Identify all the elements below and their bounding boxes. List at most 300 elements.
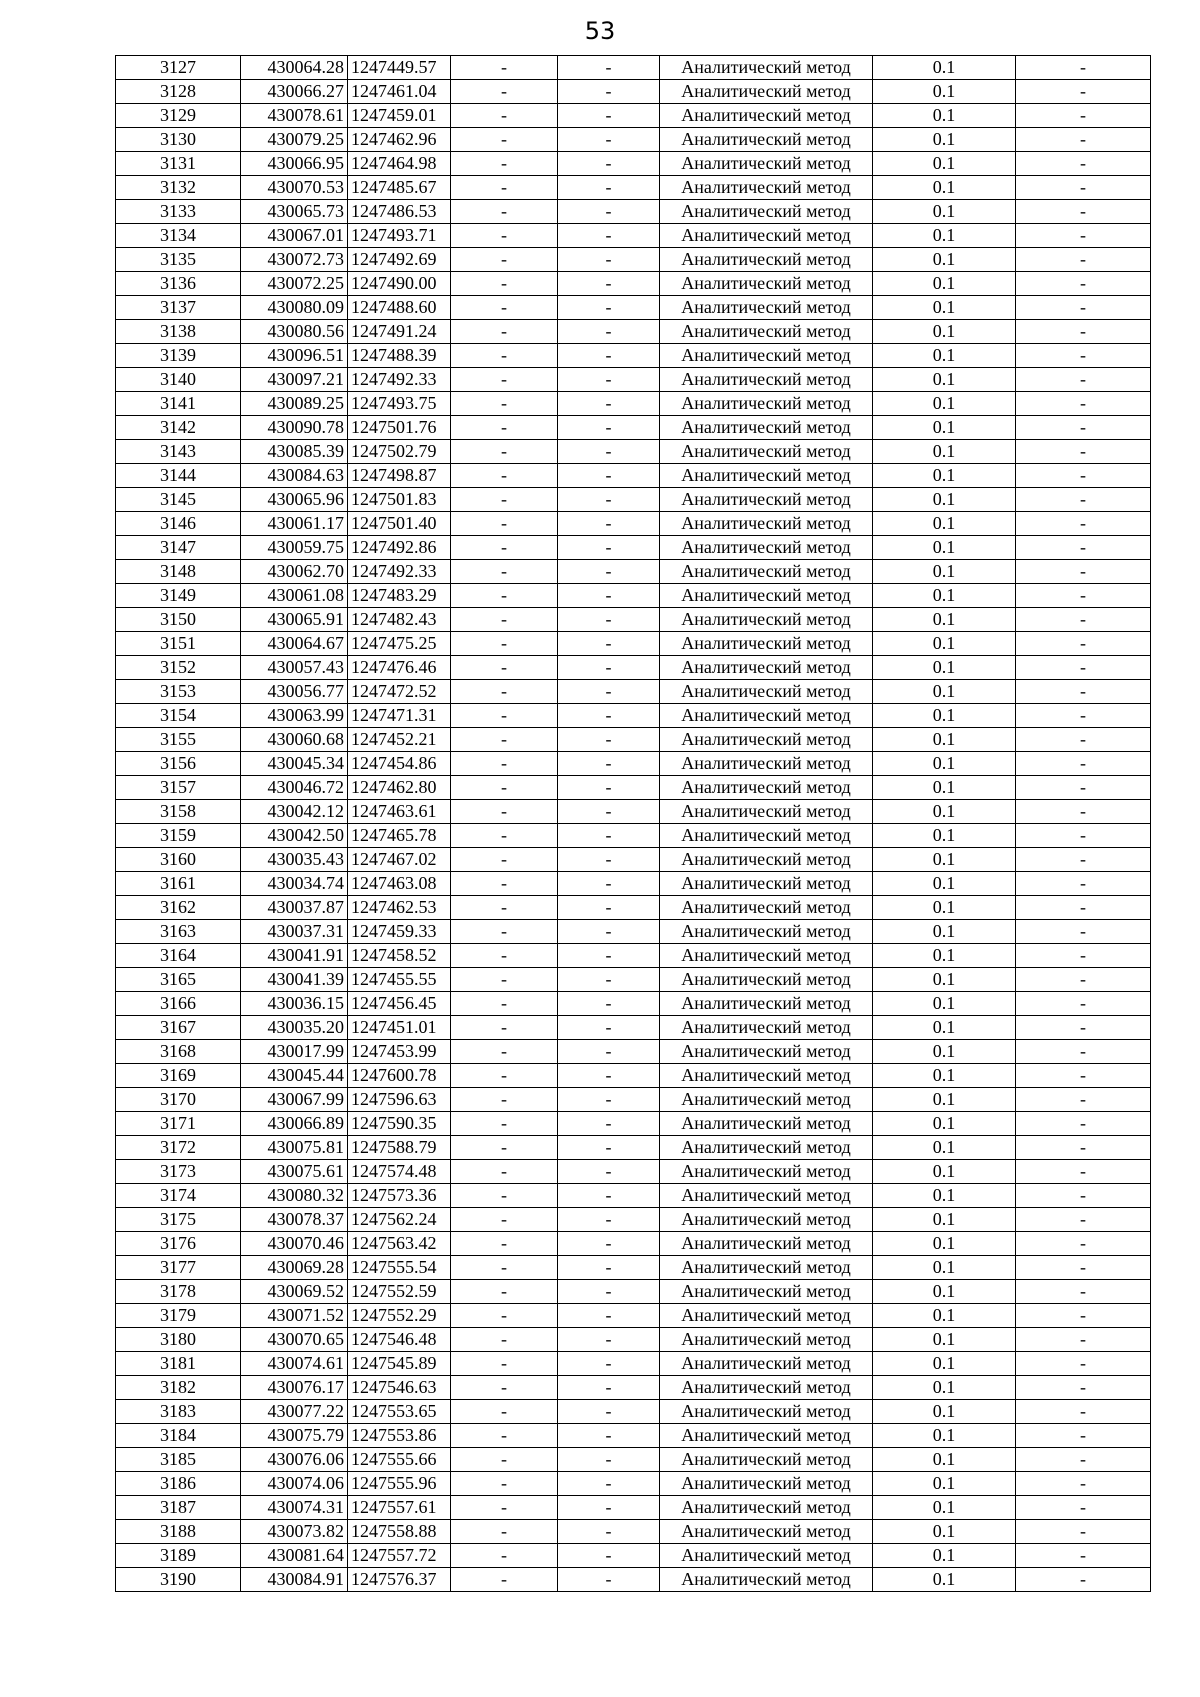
empty-cell-b: -: [558, 1424, 660, 1448]
x-coordinate-cell: 430096.51: [241, 344, 348, 368]
accuracy-cell: 0.1: [873, 392, 1016, 416]
empty-cell-a: -: [451, 1352, 558, 1376]
empty-cell-c: -: [1016, 176, 1151, 200]
accuracy-cell: 0.1: [873, 1016, 1016, 1040]
empty-cell-c: -: [1016, 1544, 1151, 1568]
y-coordinate-cell: 1247454.86: [348, 752, 451, 776]
method-cell: Аналитический метод: [660, 608, 873, 632]
empty-cell-c: -: [1016, 680, 1151, 704]
table-row: [116, 224, 1151, 248]
empty-cell-b: -: [558, 824, 660, 848]
empty-cell-b: -: [558, 1376, 660, 1400]
method-cell: Аналитический метод: [660, 1352, 873, 1376]
table-row: [116, 152, 1151, 176]
point-number-cell: 3133: [116, 200, 241, 224]
empty-cell-a: -: [451, 1328, 558, 1352]
empty-cell-c: -: [1016, 1424, 1151, 1448]
method-cell: Аналитический метод: [660, 1424, 873, 1448]
x-coordinate-cell: 430075.79: [241, 1424, 348, 1448]
table-row: [116, 848, 1151, 872]
point-number-cell: 3129: [116, 104, 241, 128]
empty-cell-c: -: [1016, 776, 1151, 800]
empty-cell-c: -: [1016, 728, 1151, 752]
table-row: [116, 1232, 1151, 1256]
empty-cell-c: -: [1016, 1232, 1151, 1256]
accuracy-cell: 0.1: [873, 440, 1016, 464]
table-row: [116, 1472, 1151, 1496]
empty-cell-b: -: [558, 752, 660, 776]
empty-cell-b: -: [558, 800, 660, 824]
y-coordinate-cell: 1247576.37: [348, 1568, 451, 1592]
x-coordinate-cell: 430084.63: [241, 464, 348, 488]
point-number-cell: 3142: [116, 416, 241, 440]
empty-cell-c: -: [1016, 800, 1151, 824]
point-number-cell: 3181: [116, 1352, 241, 1376]
x-coordinate-cell: 430045.34: [241, 752, 348, 776]
method-cell: Аналитический метод: [660, 1160, 873, 1184]
empty-cell-b: -: [558, 848, 660, 872]
x-coordinate-cell: 430057.43: [241, 656, 348, 680]
x-coordinate-cell: 430097.21: [241, 368, 348, 392]
empty-cell-a: -: [451, 704, 558, 728]
method-cell: Аналитический метод: [660, 272, 873, 296]
table-row: [116, 1256, 1151, 1280]
empty-cell-a: -: [451, 176, 558, 200]
empty-cell-b: -: [558, 656, 660, 680]
empty-cell-b: -: [558, 1136, 660, 1160]
accuracy-cell: 0.1: [873, 968, 1016, 992]
y-coordinate-cell: 1247562.24: [348, 1208, 451, 1232]
x-coordinate-cell: 430037.31: [241, 920, 348, 944]
method-cell: Аналитический метод: [660, 752, 873, 776]
point-number-cell: 3154: [116, 704, 241, 728]
empty-cell-a: -: [451, 1064, 558, 1088]
empty-cell-c: -: [1016, 1184, 1151, 1208]
accuracy-cell: 0.1: [873, 1424, 1016, 1448]
empty-cell-b: -: [558, 944, 660, 968]
accuracy-cell: 0.1: [873, 1544, 1016, 1568]
empty-cell-b: -: [558, 296, 660, 320]
x-coordinate-cell: 430078.61: [241, 104, 348, 128]
table-row: [116, 104, 1151, 128]
point-number-cell: 3144: [116, 464, 241, 488]
table-row: [116, 56, 1151, 80]
x-coordinate-cell: 430059.75: [241, 536, 348, 560]
y-coordinate-cell: 1247492.86: [348, 536, 451, 560]
point-number-cell: 3150: [116, 608, 241, 632]
accuracy-cell: 0.1: [873, 224, 1016, 248]
y-coordinate-cell: 1247501.40: [348, 512, 451, 536]
empty-cell-a: -: [451, 656, 558, 680]
accuracy-cell: 0.1: [873, 80, 1016, 104]
y-coordinate-cell: 1247459.01: [348, 104, 451, 128]
point-number-cell: 3169: [116, 1064, 241, 1088]
empty-cell-b: -: [558, 1328, 660, 1352]
empty-cell-b: -: [558, 1448, 660, 1472]
empty-cell-c: -: [1016, 1088, 1151, 1112]
x-coordinate-cell: 430075.81: [241, 1136, 348, 1160]
y-coordinate-cell: 1247555.96: [348, 1472, 451, 1496]
point-number-cell: 3156: [116, 752, 241, 776]
x-coordinate-cell: 430067.01: [241, 224, 348, 248]
empty-cell-a: -: [451, 488, 558, 512]
y-coordinate-cell: 1247546.63: [348, 1376, 451, 1400]
accuracy-cell: 0.1: [873, 1208, 1016, 1232]
empty-cell-b: -: [558, 1208, 660, 1232]
x-coordinate-cell: 430070.53: [241, 176, 348, 200]
accuracy-cell: 0.1: [873, 128, 1016, 152]
method-cell: Аналитический метод: [660, 224, 873, 248]
y-coordinate-cell: 1247493.71: [348, 224, 451, 248]
empty-cell-c: -: [1016, 608, 1151, 632]
x-coordinate-cell: 430078.37: [241, 1208, 348, 1232]
empty-cell-c: -: [1016, 536, 1151, 560]
empty-cell-b: -: [558, 176, 660, 200]
table-row: [116, 1448, 1151, 1472]
point-number-cell: 3188: [116, 1520, 241, 1544]
table-row: [116, 296, 1151, 320]
accuracy-cell: 0.1: [873, 1472, 1016, 1496]
point-number-cell: 3170: [116, 1088, 241, 1112]
x-coordinate-cell: 430060.68: [241, 728, 348, 752]
y-coordinate-cell: 1247545.89: [348, 1352, 451, 1376]
x-coordinate-cell: 430072.73: [241, 248, 348, 272]
table-row: [116, 584, 1151, 608]
accuracy-cell: 0.1: [873, 800, 1016, 824]
point-number-cell: 3159: [116, 824, 241, 848]
method-cell: Аналитический метод: [660, 416, 873, 440]
y-coordinate-cell: 1247553.86: [348, 1424, 451, 1448]
empty-cell-a: -: [451, 1472, 558, 1496]
empty-cell-a: -: [451, 584, 558, 608]
method-cell: Аналитический метод: [660, 1208, 873, 1232]
empty-cell-c: -: [1016, 1472, 1151, 1496]
x-coordinate-cell: 430065.96: [241, 488, 348, 512]
table-row: [116, 1064, 1151, 1088]
table-row: [116, 1544, 1151, 1568]
empty-cell-c: -: [1016, 200, 1151, 224]
empty-cell-c: -: [1016, 104, 1151, 128]
accuracy-cell: 0.1: [873, 1376, 1016, 1400]
empty-cell-a: -: [451, 968, 558, 992]
coordinates-table: [115, 55, 1151, 1592]
table-row: [116, 560, 1151, 584]
accuracy-cell: 0.1: [873, 1232, 1016, 1256]
empty-cell-a: -: [451, 80, 558, 104]
y-coordinate-cell: 1247455.55: [348, 968, 451, 992]
x-coordinate-cell: 430035.20: [241, 1016, 348, 1040]
empty-cell-c: -: [1016, 1208, 1151, 1232]
empty-cell-b: -: [558, 1184, 660, 1208]
accuracy-cell: 0.1: [873, 992, 1016, 1016]
table-row: [116, 1520, 1151, 1544]
method-cell: Аналитический метод: [660, 80, 873, 104]
empty-cell-a: -: [451, 920, 558, 944]
table-row: [116, 968, 1151, 992]
x-coordinate-cell: 430081.64: [241, 1544, 348, 1568]
method-cell: Аналитический метод: [660, 1520, 873, 1544]
empty-cell-a: -: [451, 1088, 558, 1112]
x-coordinate-cell: 430066.27: [241, 80, 348, 104]
method-cell: Аналитический метод: [660, 680, 873, 704]
y-coordinate-cell: 1247463.61: [348, 800, 451, 824]
y-coordinate-cell: 1247483.29: [348, 584, 451, 608]
method-cell: Аналитический метод: [660, 560, 873, 584]
table-row: [116, 656, 1151, 680]
method-cell: Аналитический метод: [660, 392, 873, 416]
y-coordinate-cell: 1247492.69: [348, 248, 451, 272]
method-cell: Аналитический метод: [660, 968, 873, 992]
empty-cell-a: -: [451, 1136, 558, 1160]
y-coordinate-cell: 1247558.88: [348, 1520, 451, 1544]
x-coordinate-cell: 430045.44: [241, 1064, 348, 1088]
empty-cell-a: -: [451, 1280, 558, 1304]
empty-cell-a: -: [451, 464, 558, 488]
accuracy-cell: 0.1: [873, 464, 1016, 488]
x-coordinate-cell: 430034.74: [241, 872, 348, 896]
empty-cell-c: -: [1016, 488, 1151, 512]
point-number-cell: 3180: [116, 1328, 241, 1352]
accuracy-cell: 0.1: [873, 728, 1016, 752]
method-cell: Аналитический метод: [660, 1544, 873, 1568]
empty-cell-b: -: [558, 896, 660, 920]
method-cell: Аналитический метод: [660, 704, 873, 728]
method-cell: Аналитический метод: [660, 1496, 873, 1520]
empty-cell-c: -: [1016, 560, 1151, 584]
point-number-cell: 3131: [116, 152, 241, 176]
point-number-cell: 3139: [116, 344, 241, 368]
x-coordinate-cell: 430076.17: [241, 1376, 348, 1400]
empty-cell-a: -: [451, 416, 558, 440]
accuracy-cell: 0.1: [873, 920, 1016, 944]
x-coordinate-cell: 430069.52: [241, 1280, 348, 1304]
empty-cell-b: -: [558, 1520, 660, 1544]
x-coordinate-cell: 430070.46: [241, 1232, 348, 1256]
table-row: [116, 80, 1151, 104]
empty-cell-b: -: [558, 56, 660, 80]
x-coordinate-cell: 430062.70: [241, 560, 348, 584]
y-coordinate-cell: 1247456.45: [348, 992, 451, 1016]
accuracy-cell: 0.1: [873, 656, 1016, 680]
accuracy-cell: 0.1: [873, 104, 1016, 128]
point-number-cell: 3184: [116, 1424, 241, 1448]
accuracy-cell: 0.1: [873, 416, 1016, 440]
empty-cell-c: -: [1016, 128, 1151, 152]
point-number-cell: 3164: [116, 944, 241, 968]
y-coordinate-cell: 1247472.52: [348, 680, 451, 704]
empty-cell-c: -: [1016, 848, 1151, 872]
x-coordinate-cell: 430080.09: [241, 296, 348, 320]
accuracy-cell: 0.1: [873, 848, 1016, 872]
accuracy-cell: 0.1: [873, 776, 1016, 800]
empty-cell-a: -: [451, 272, 558, 296]
empty-cell-c: -: [1016, 1520, 1151, 1544]
accuracy-cell: 0.1: [873, 344, 1016, 368]
table-row: [116, 1328, 1151, 1352]
table-row: [116, 728, 1151, 752]
accuracy-cell: 0.1: [873, 320, 1016, 344]
x-coordinate-cell: 430080.56: [241, 320, 348, 344]
empty-cell-a: -: [451, 680, 558, 704]
accuracy-cell: 0.1: [873, 1112, 1016, 1136]
point-number-cell: 3130: [116, 128, 241, 152]
empty-cell-c: -: [1016, 248, 1151, 272]
empty-cell-b: -: [558, 272, 660, 296]
empty-cell-b: -: [558, 1568, 660, 1592]
empty-cell-b: -: [558, 584, 660, 608]
point-number-cell: 3153: [116, 680, 241, 704]
empty-cell-c: -: [1016, 1496, 1151, 1520]
method-cell: Аналитический метод: [660, 1064, 873, 1088]
point-number-cell: 3136: [116, 272, 241, 296]
point-number-cell: 3140: [116, 368, 241, 392]
y-coordinate-cell: 1247555.66: [348, 1448, 451, 1472]
accuracy-cell: 0.1: [873, 1064, 1016, 1088]
table-row: [116, 1280, 1151, 1304]
x-coordinate-cell: 430084.91: [241, 1568, 348, 1592]
point-number-cell: 3190: [116, 1568, 241, 1592]
point-number-cell: 3177: [116, 1256, 241, 1280]
accuracy-cell: 0.1: [873, 536, 1016, 560]
table-row: [116, 176, 1151, 200]
table-row: [116, 368, 1151, 392]
empty-cell-b: -: [558, 536, 660, 560]
empty-cell-c: -: [1016, 464, 1151, 488]
method-cell: Аналитический метод: [660, 632, 873, 656]
table-row: [116, 1424, 1151, 1448]
method-cell: Аналитический метод: [660, 536, 873, 560]
empty-cell-b: -: [558, 1040, 660, 1064]
table-row: [116, 608, 1151, 632]
x-coordinate-cell: 430061.08: [241, 584, 348, 608]
y-coordinate-cell: 1247588.79: [348, 1136, 451, 1160]
empty-cell-a: -: [451, 1448, 558, 1472]
point-number-cell: 3172: [116, 1136, 241, 1160]
point-number-cell: 3134: [116, 224, 241, 248]
method-cell: Аналитический метод: [660, 464, 873, 488]
empty-cell-b: -: [558, 152, 660, 176]
empty-cell-b: -: [558, 1160, 660, 1184]
table-row: [116, 344, 1151, 368]
y-coordinate-cell: 1247552.29: [348, 1304, 451, 1328]
empty-cell-a: -: [451, 1184, 558, 1208]
table-row: [116, 440, 1151, 464]
x-coordinate-cell: 430085.39: [241, 440, 348, 464]
empty-cell-a: -: [451, 1304, 558, 1328]
empty-cell-b: -: [558, 1016, 660, 1040]
x-coordinate-cell: 430074.31: [241, 1496, 348, 1520]
empty-cell-c: -: [1016, 272, 1151, 296]
empty-cell-c: -: [1016, 152, 1151, 176]
point-number-cell: 3171: [116, 1112, 241, 1136]
table-row: [116, 944, 1151, 968]
point-number-cell: 3128: [116, 80, 241, 104]
empty-cell-b: -: [558, 1304, 660, 1328]
empty-cell-b: -: [558, 440, 660, 464]
y-coordinate-cell: 1247488.39: [348, 344, 451, 368]
method-cell: Аналитический метод: [660, 320, 873, 344]
point-number-cell: 3161: [116, 872, 241, 896]
x-coordinate-cell: 430075.61: [241, 1160, 348, 1184]
y-coordinate-cell: 1247501.83: [348, 488, 451, 512]
empty-cell-b: -: [558, 992, 660, 1016]
x-coordinate-cell: 430074.06: [241, 1472, 348, 1496]
empty-cell-a: -: [451, 1400, 558, 1424]
table-row: [116, 536, 1151, 560]
accuracy-cell: 0.1: [873, 248, 1016, 272]
empty-cell-b: -: [558, 104, 660, 128]
x-coordinate-cell: 430064.67: [241, 632, 348, 656]
method-cell: Аналитический метод: [660, 1328, 873, 1352]
empty-cell-b: -: [558, 200, 660, 224]
empty-cell-b: -: [558, 512, 660, 536]
method-cell: Аналитический метод: [660, 1280, 873, 1304]
accuracy-cell: 0.1: [873, 272, 1016, 296]
empty-cell-a: -: [451, 248, 558, 272]
empty-cell-a: -: [451, 224, 558, 248]
empty-cell-a: -: [451, 320, 558, 344]
table-row: [116, 392, 1151, 416]
y-coordinate-cell: 1247458.52: [348, 944, 451, 968]
empty-cell-a: -: [451, 1016, 558, 1040]
x-coordinate-cell: 430046.72: [241, 776, 348, 800]
y-coordinate-cell: 1247463.08: [348, 872, 451, 896]
table-row: [116, 752, 1151, 776]
x-coordinate-cell: 430069.28: [241, 1256, 348, 1280]
table-row: [116, 1208, 1151, 1232]
table-row: [116, 1112, 1151, 1136]
table-row: [116, 200, 1151, 224]
y-coordinate-cell: 1247471.31: [348, 704, 451, 728]
method-cell: Аналитический метод: [660, 896, 873, 920]
method-cell: Аналитический метод: [660, 1304, 873, 1328]
empty-cell-b: -: [558, 608, 660, 632]
method-cell: Аналитический метод: [660, 1040, 873, 1064]
empty-cell-b: -: [558, 224, 660, 248]
y-coordinate-cell: 1247461.04: [348, 80, 451, 104]
method-cell: Аналитический метод: [660, 992, 873, 1016]
empty-cell-b: -: [558, 488, 660, 512]
table-row: [116, 1160, 1151, 1184]
table-row: [116, 248, 1151, 272]
empty-cell-b: -: [558, 1400, 660, 1424]
accuracy-cell: 0.1: [873, 1184, 1016, 1208]
accuracy-cell: 0.1: [873, 488, 1016, 512]
point-number-cell: 3147: [116, 536, 241, 560]
empty-cell-a: -: [451, 392, 558, 416]
empty-cell-c: -: [1016, 80, 1151, 104]
empty-cell-c: -: [1016, 1352, 1151, 1376]
table-row: [116, 1184, 1151, 1208]
empty-cell-b: -: [558, 1088, 660, 1112]
empty-cell-a: -: [451, 728, 558, 752]
x-coordinate-cell: 430066.89: [241, 1112, 348, 1136]
empty-cell-a: -: [451, 1040, 558, 1064]
method-cell: Аналитический метод: [660, 1136, 873, 1160]
method-cell: Аналитический метод: [660, 1472, 873, 1496]
point-number-cell: 3137: [116, 296, 241, 320]
y-coordinate-cell: 1247476.46: [348, 656, 451, 680]
y-coordinate-cell: 1247557.61: [348, 1496, 451, 1520]
point-number-cell: 3178: [116, 1280, 241, 1304]
point-number-cell: 3165: [116, 968, 241, 992]
accuracy-cell: 0.1: [873, 1136, 1016, 1160]
empty-cell-c: -: [1016, 1376, 1151, 1400]
y-coordinate-cell: 1247488.60: [348, 296, 451, 320]
accuracy-cell: 0.1: [873, 824, 1016, 848]
accuracy-cell: 0.1: [873, 560, 1016, 584]
empty-cell-b: -: [558, 728, 660, 752]
